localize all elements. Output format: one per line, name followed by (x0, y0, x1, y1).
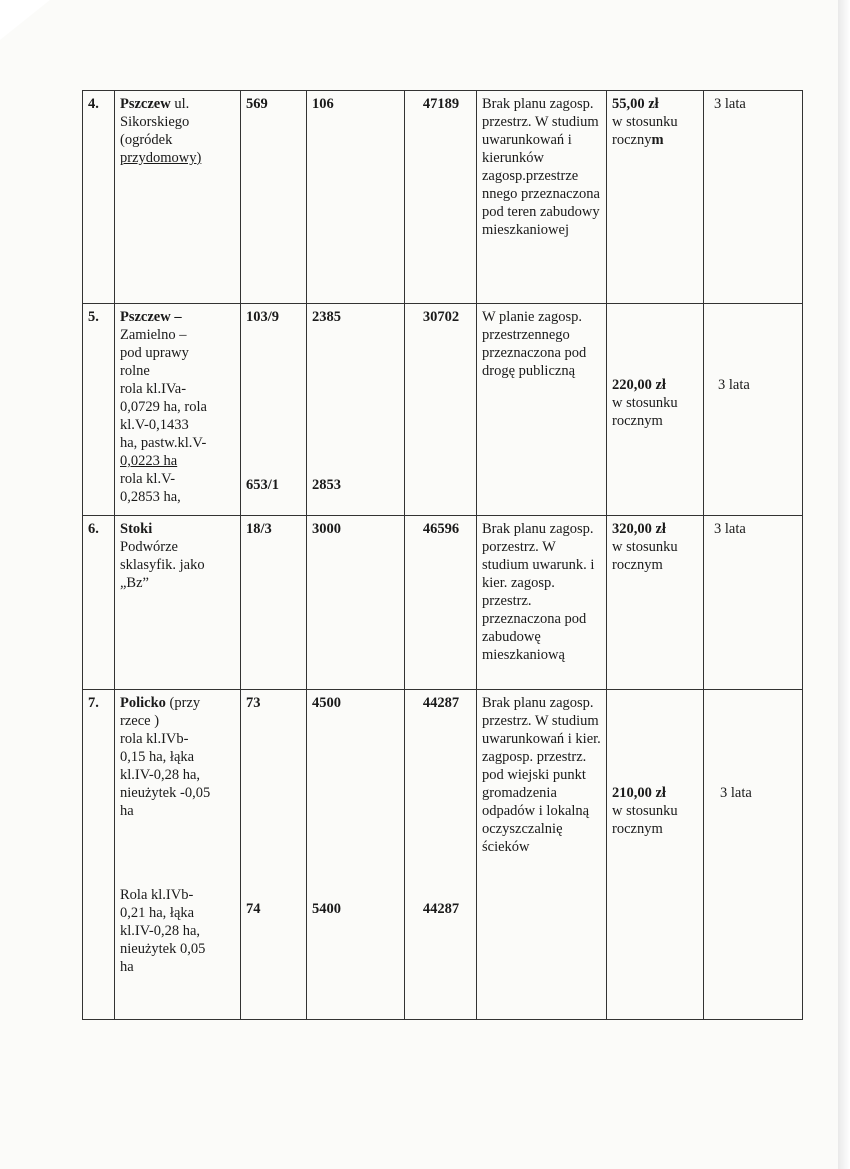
table-row (83, 690, 803, 1020)
location-name: Pszczew (120, 96, 171, 112)
rent-text: w stosunku roczny (612, 114, 678, 148)
rent-text: w stosunku rocznym (612, 395, 678, 429)
rent-text: w stosunku rocznym (612, 803, 678, 837)
area-cell (307, 690, 405, 1020)
parcel-cell (241, 304, 307, 516)
location-cell (115, 516, 241, 690)
rent-cell (607, 516, 704, 690)
location-desc-2: Rola kl.IVb- 0,21 ha, łąka kl.IV-0,28 ha, nieużytek 0,05 ha (120, 887, 206, 975)
location-desc: (ogródek (120, 132, 173, 148)
land-lease-table (82, 90, 803, 1020)
area-value-2: 5400 (312, 901, 341, 917)
row-number: 4. (83, 91, 115, 304)
location-name: Pszczew – (120, 309, 182, 325)
row-number: 7. (83, 690, 115, 1020)
area-cell (307, 304, 405, 516)
location-desc-underlined: przydomowy) (120, 150, 202, 166)
location-cell (115, 304, 241, 516)
location-name: Policko (120, 695, 166, 711)
location-desc: Zamielno – pod uprawy rolne rola kl.IVa- 0,0729 ha, rola kl.V-0,1433 ha, pastw.kl.V- (120, 327, 207, 451)
land-register-number: 47189 (405, 91, 477, 304)
location-name: Stoki (120, 521, 153, 537)
rent-cell (607, 304, 704, 516)
table-row (83, 516, 803, 690)
purpose-text: Brak planu zagosp. przestrz. W studium uwarunkowań i kierunków zagosp.przestrze nnego przeznaczona pod teren zabudowy mieszkaniowej (477, 91, 607, 304)
lease-term: 3 lata (704, 516, 803, 690)
lease-term: 3 lata (704, 91, 803, 304)
land-register-cell (405, 690, 477, 1020)
location-desc: (przy rzece ) rola kl.IVb- 0,15 ha, łąka kl.IV-0,28 ha, nieużytek -0,05 ha (120, 695, 211, 819)
purpose-text: W planie zagosp. przestrzennego przeznaczona pod drogę publiczną (477, 304, 607, 516)
location-cell (115, 690, 241, 1020)
lease-term: 3 lata (720, 785, 752, 801)
table-row (83, 91, 803, 304)
rent-amount: 320,00 zł (612, 521, 666, 537)
parcel-number-2: 653/1 (246, 477, 280, 493)
rent-text-end: m (651, 132, 664, 148)
folded-corner (0, 0, 50, 40)
area-value-2: 2853 (312, 477, 341, 493)
page-edge (838, 0, 850, 1169)
rent-text: w stosunku rocznym (612, 539, 678, 573)
parcel-number: 18/3 (241, 516, 307, 690)
location-desc-underlined: 0,0223 ha (120, 453, 178, 469)
row-number: 5. (83, 304, 115, 516)
parcel-number: 103/9 (246, 309, 280, 325)
area-value: 106 (307, 91, 405, 304)
term-cell (704, 304, 803, 516)
purpose-text: Brak planu zagosp. porzestrz. W studium uwarunk. i kier. zagosp. przestrz. przeznaczona pod zabudowę mieszkaniową (477, 516, 607, 690)
parcel-number: 73 (246, 695, 261, 711)
location-desc-2: rola kl.V- 0,2853 ha, (120, 471, 181, 505)
row-number: 6. (83, 516, 115, 690)
location-cell (115, 91, 241, 304)
area-value: 4500 (312, 695, 341, 711)
lease-term: 3 lata (718, 377, 750, 393)
rent-cell (607, 91, 704, 304)
purpose-text: Brak planu zagosp. przestrz. W studium uwarunkowań i kier. zagposp. przestrz. pod wiejski punkt gromadzenia odpadów i lokalną oczyszczalnię ścieków (477, 690, 607, 1020)
land-register-number: 30702 (405, 304, 477, 516)
term-cell (704, 690, 803, 1020)
location-desc: Podwórze sklasyfik. jako „Bz” (120, 539, 205, 591)
location-street: ul. Sikorskiego (120, 96, 190, 130)
table-row (83, 304, 803, 516)
area-value: 3000 (307, 516, 405, 690)
parcel-number: 569 (241, 91, 307, 304)
rent-amount: 220,00 zł (612, 377, 666, 393)
land-register-number: 46596 (405, 516, 477, 690)
land-register-number-2: 44287 (422, 901, 460, 917)
parcel-number-2: 74 (246, 901, 261, 917)
rent-cell (607, 690, 704, 1020)
rent-amount: 210,00 zł (612, 785, 666, 801)
rent-amount: 55,00 zł (612, 96, 659, 112)
parcel-cell (241, 690, 307, 1020)
land-register-number: 44287 (422, 695, 460, 711)
area-value: 2385 (312, 309, 341, 325)
